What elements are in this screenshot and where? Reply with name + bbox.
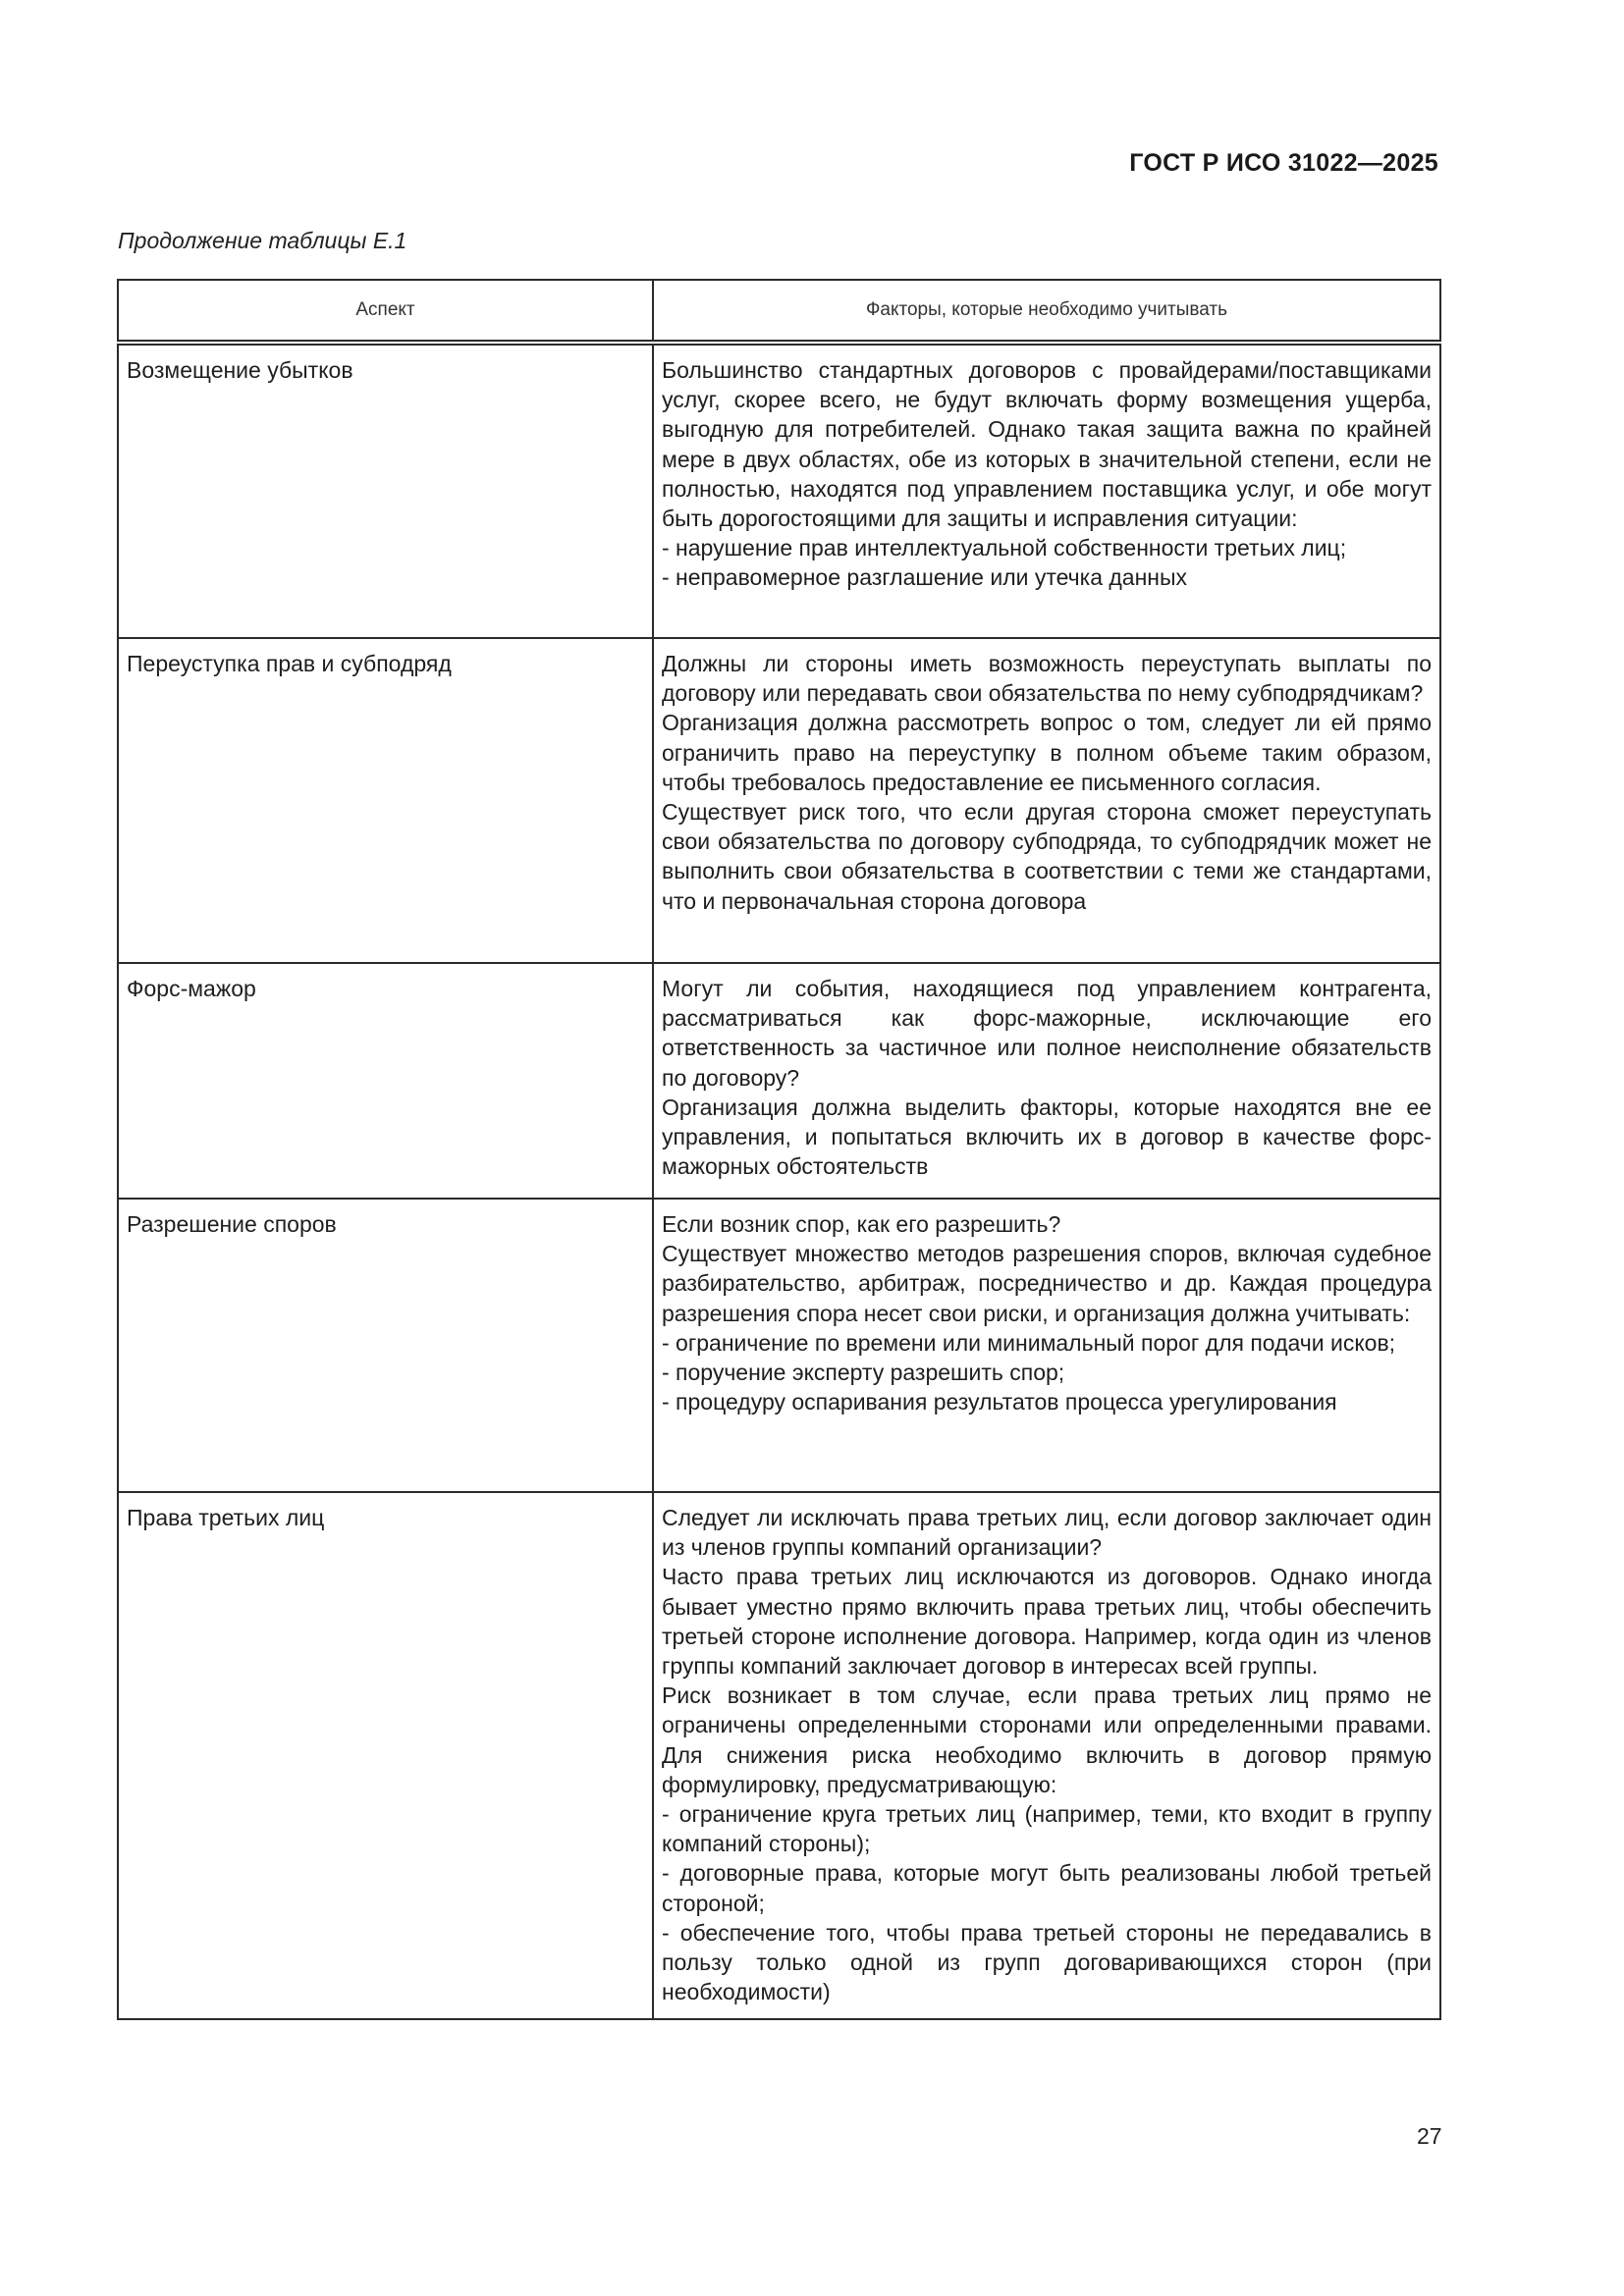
factor-paragraph: Организация должна выделить факторы, которые находятся вне ее управления, и попытаться включить их в договор в качестве форс-мажорных обстоятельств [662,1094,1432,1180]
factor-list-item: - поручение эксперту разрешить спор; [662,1360,1065,1386]
factors-cell [653,343,1440,638]
factors-cell [653,1492,1440,2019]
factor-paragraph: Риск возникает в том случае, если права третьих лиц прямо не ограничены определенными сторонами или определенными правами. Для снижения риска необходимо включить в договор прямую формулировку, предусматривающую: [662,1682,1432,1797]
table-row [118,343,1440,638]
table-header-row [118,280,1440,343]
factor-paragraph: Большинство стандартных договоров с провайдерами/поставщиками услуг, скорее всего, не будут включать форму возмещения ущерба, выгодную для потребителей. Однако такая защита важна по крайней мере в двух областях, обе из которых в значительной степени, если не полностью, находятся под управлением поставщика услуг, и обе могут быть дорогостоящими для защиты и исправления ситуации: [662,357,1432,532]
factor-list-item: - процедуру оспаривания результатов процесса урегулирования [662,1389,1337,1415]
aspect-cell: Переуступка прав и субподряд [118,638,653,963]
requirements-table [117,279,1441,2020]
document-code: ГОСТ Р ИСО 31022—2025 [1129,149,1438,177]
factor-paragraph: Часто права третьих лиц исключаются из договоров. Однако иногда бывает уместно прямо включить права третьих лиц, чтобы обеспечить третьей стороне исполнение договора. Например, когда один из членов группы компаний заключает договор в интересах всей группы. [662,1564,1432,1680]
table-row [118,1492,1440,2019]
factor-paragraph: Если возник спор, как его разрешить? [662,1211,1061,1237]
table-row [118,1199,1440,1492]
page-number: 27 [1417,2123,1442,2149]
table-caption: Продолжение таблицы Е.1 [118,228,407,253]
column-header-aspect: Аспект [118,280,653,343]
factor-list-item: - нарушение прав интеллектуальной собственности третьих лиц; [662,535,1347,561]
table-row [118,963,1440,1199]
table-row [118,638,1440,963]
factors-cell [653,638,1440,963]
factors-cell [653,1199,1440,1492]
factor-list-item: - ограничение круга третьих лиц (например, теми, кто входит в группу компаний стороны); [662,1801,1432,1857]
factor-paragraph: Организация должна рассмотреть вопрос о том, следует ли ей прямо ограничить право на переуступку в полном объеме таким образом, чтобы требовалось предоставление ее письменного согласия. [662,710,1432,795]
factor-paragraph: Должны ли стороны иметь возможность переуступать выплаты по договору или передавать свои обязательства по нему субподрядчикам? [662,651,1432,707]
aspect-cell: Права третьих лиц [118,1492,653,2019]
aspect-cell: Разрешение споров [118,1199,653,1492]
factor-list-item: - договорные права, которые могут быть реализованы любой третьей стороной; [662,1860,1432,1916]
aspect-cell: Возмещение убытков [118,343,653,638]
factor-list-item: - неправомерное разглашение или утечка данных [662,564,1188,591]
factor-paragraph: Следует ли исключать права третьих лиц, если договор заключает один из членов группы компаний организации? [662,1505,1432,1561]
aspect-cell: Форс-мажор [118,963,653,1199]
factors-cell [653,963,1440,1199]
factor-list-item: - ограничение по времени или минимальный порог для подачи исков; [662,1329,1396,1356]
column-header-factors: Факторы, которые необходимо учитывать [653,280,1440,343]
factor-list-item: - обеспечение того, чтобы права третьей стороны не передавались в пользу только одной из групп договаривающихся сторон (при необходимости) [662,1919,1432,2005]
factor-paragraph: Могут ли события, находящиеся под управлением контрагента, рассматриваться как форс-мажорные, исключающие его ответственность за частичное или полное неисполнение обязательств по договору? [662,976,1432,1091]
factor-paragraph: Существует множество методов разрешения споров, включая судебное разбирательство, арбитраж, посредничество и др. Каждая процедура разрешения спора несет свои риски, и организация должна учитывать: [662,1241,1432,1326]
factor-paragraph: Существует риск того, что если другая сторона сможет переуступать свои обязательства по договору субподряда, то субподрядчик может не выполнить свои обязательства в соответствии с теми же стандартами, что и первоначальная сторона договора [662,799,1432,914]
